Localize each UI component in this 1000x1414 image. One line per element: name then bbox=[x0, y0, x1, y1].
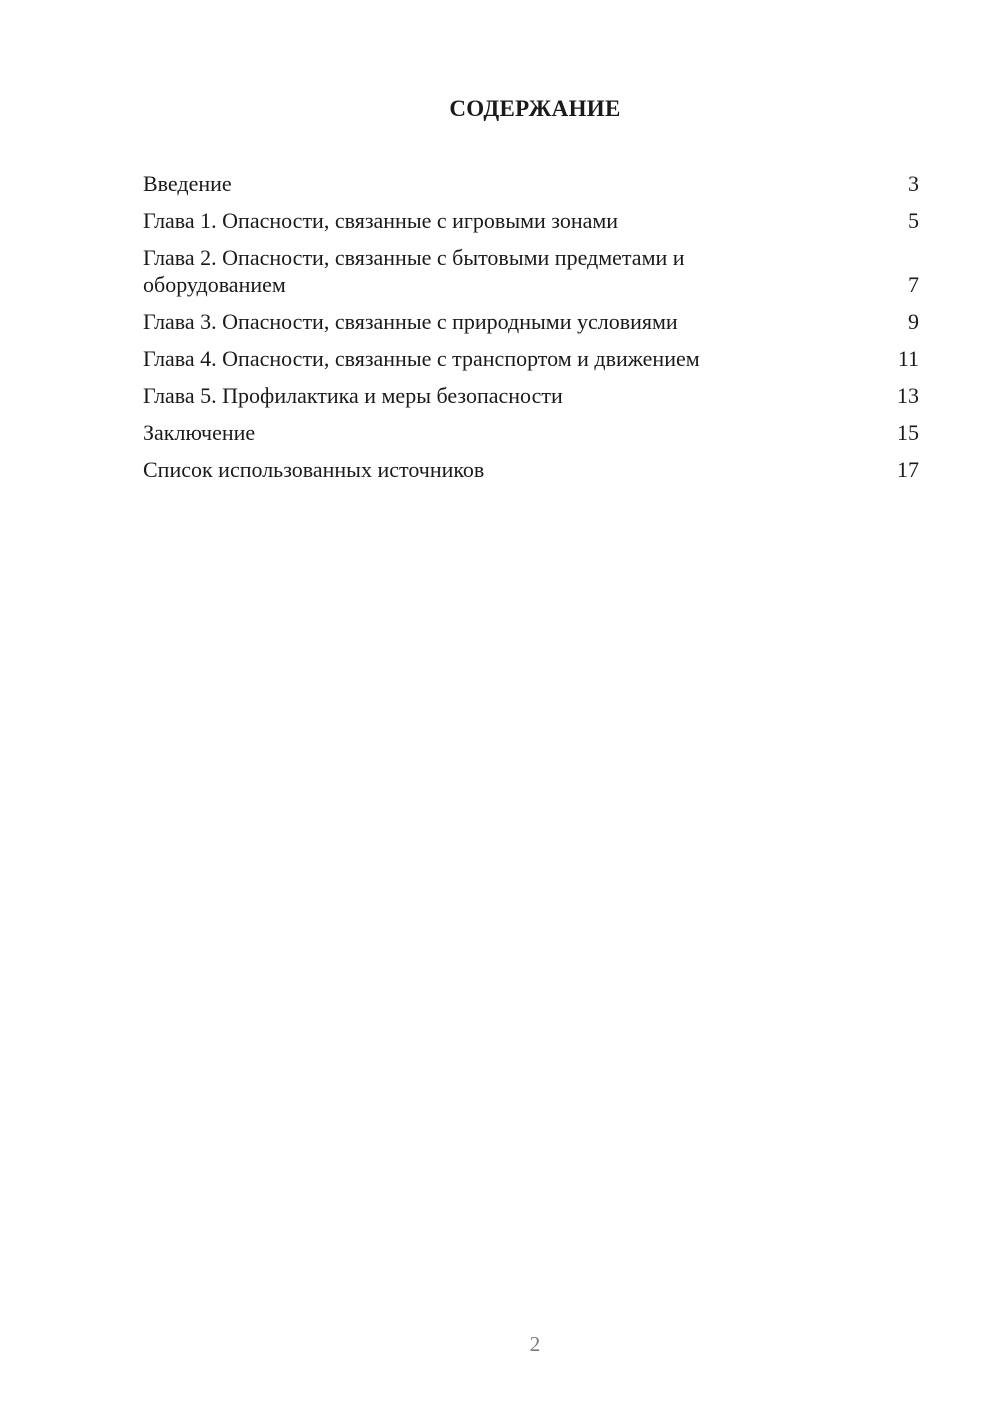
toc-entry-page: 9 bbox=[908, 309, 919, 334]
toc-entry bbox=[143, 244, 919, 298]
toc-entry-label: Глава 5. Профилактика и меры безопасности bbox=[143, 383, 563, 408]
toc-entry-label: Заключение bbox=[143, 420, 256, 445]
toc-entry bbox=[143, 207, 919, 234]
toc-entry-label: Глава 1. Опасности, связанные с игровыми зонами bbox=[143, 208, 619, 233]
toc-entry-label: Введение bbox=[143, 171, 232, 196]
toc-entry-page: 11 bbox=[897, 346, 919, 371]
toc-entry bbox=[143, 308, 919, 335]
toc-entry-label: Глава 3. Опасности, связанные с природными условиями bbox=[143, 309, 678, 334]
toc-entry bbox=[143, 170, 919, 197]
toc-entry bbox=[143, 419, 919, 446]
toc-entry-page: 7 bbox=[908, 272, 919, 297]
toc-entry-label: Список использованных источников bbox=[143, 457, 485, 482]
toc-entry-page: 17 bbox=[897, 457, 919, 482]
toc-entry-page: 5 bbox=[908, 208, 919, 233]
toc-entry bbox=[143, 382, 919, 409]
toc-entry bbox=[143, 345, 919, 372]
toc-entry-label: Глава 4. Опасности, связанные с транспортом и движением bbox=[143, 346, 700, 371]
toc-entry-page: 3 bbox=[908, 171, 919, 196]
toc-entry-page: 13 bbox=[897, 383, 919, 408]
toc-entry-page: 15 bbox=[897, 420, 919, 445]
toc-entry-label: Глава 2. Опасности, связанные с бытовыми предметами и оборудованием bbox=[143, 245, 685, 297]
page-number: 2 bbox=[529, 1332, 541, 1356]
table-of-contents bbox=[143, 170, 919, 493]
page-title: СОДЕРЖАНИЕ bbox=[449, 96, 621, 121]
toc-entry bbox=[143, 456, 919, 483]
